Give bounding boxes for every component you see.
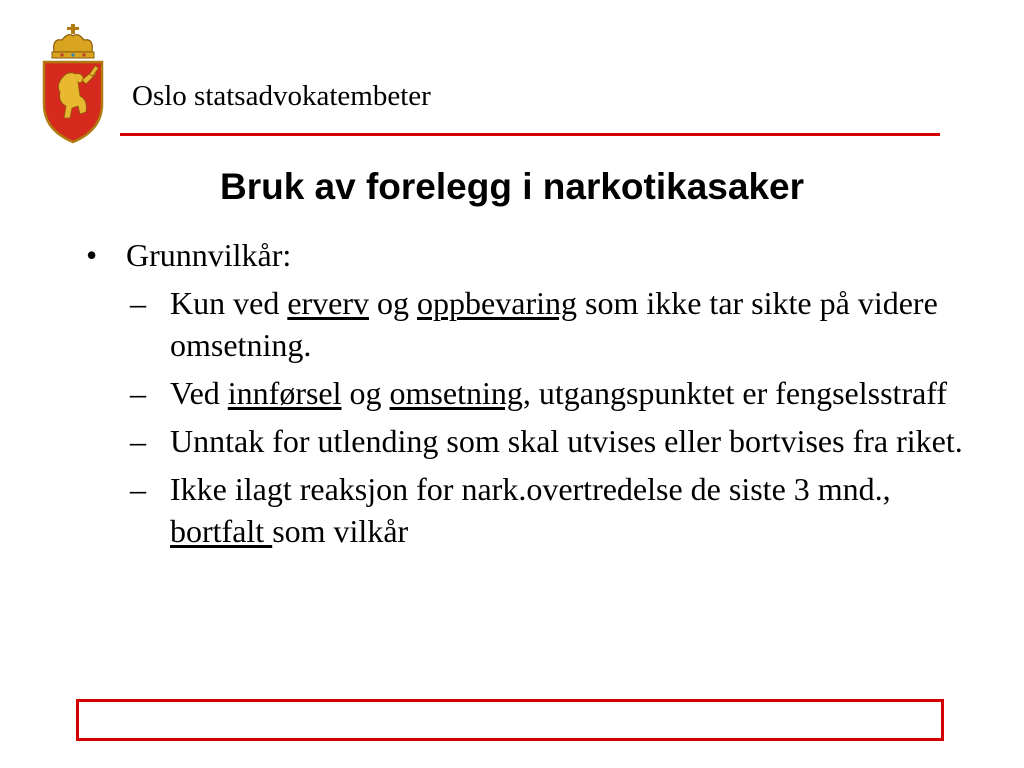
sub-bullet [130,420,966,462]
slide-content [86,234,966,558]
bullet-main [86,234,966,276]
underlined-term: oppbevaring [417,285,577,321]
underlined-term: erverv [287,285,370,321]
text: Unntak for utlending som skal utvises eller bortvises fra riket. [170,423,963,459]
norwegian-coat-of-arms-icon [38,22,108,146]
text: , utgangspunktet er fengselsstraff [522,375,948,411]
sub-bullet [130,468,966,552]
text: og [369,285,418,321]
dash-marker: – [130,471,146,507]
text: Kun ved [170,285,288,321]
dash-marker: – [130,375,146,411]
dash-marker: – [130,423,146,459]
sub-bullet [130,372,966,414]
footer-box [76,699,944,741]
crown-icon [52,24,94,58]
sub-bullet [130,282,966,366]
header-divider [120,133,940,136]
slide-title: Bruk av forelegg i narkotikasaker [219,166,805,207]
text: som vilkår [272,513,409,549]
text: Ikke ilagt reaksjon for nark.overtredelse de siste 3 mnd., [170,471,891,507]
text: og [341,375,390,411]
text: som ikke tar sikte på videre omsetning. [170,285,938,363]
underlined-term: innførsel [227,375,342,411]
text: Ved [170,375,228,411]
bullet-marker: • [86,237,98,273]
organization-name: Oslo statsadvokatembeter [132,80,431,112]
dash-marker: – [130,285,146,321]
underlined-term: bortfalt [170,513,273,549]
bullet-main-text: Grunnvilkår: [126,237,292,273]
underlined-term: omsetning [389,375,523,411]
